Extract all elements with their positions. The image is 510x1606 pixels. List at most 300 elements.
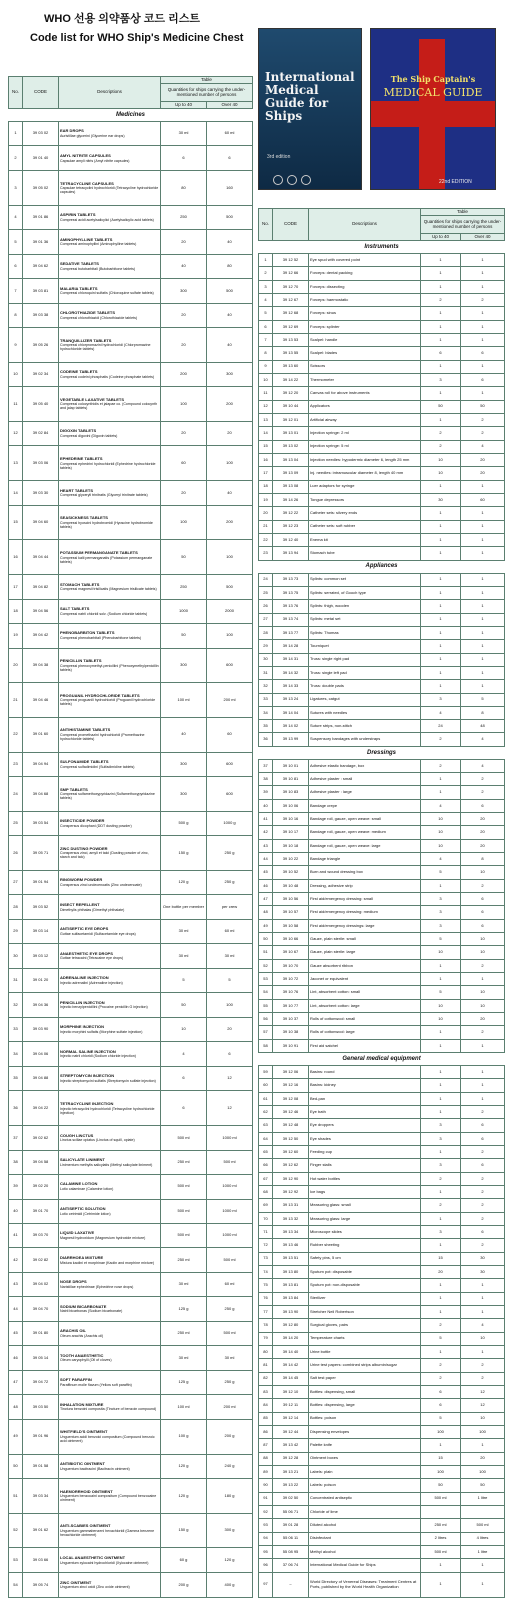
row-code: 39 10 81	[273, 773, 309, 786]
table-row	[9, 1572, 253, 1597]
row-code: 39 12 66	[273, 267, 309, 280]
row-number: 31	[259, 666, 273, 679]
row-code: 39 14 04	[273, 706, 309, 719]
row-number: 95	[259, 1545, 273, 1558]
row-number: 17	[259, 467, 273, 480]
qty-up-to-40: 1	[421, 1292, 461, 1305]
qty-up-to-40: 1	[421, 480, 461, 493]
qty-up-to-40: 1	[421, 1439, 461, 1452]
qty-up-to-40: 1	[421, 1185, 461, 1198]
row-number: 41	[9, 1224, 23, 1248]
row-description: Injection syringe: 5 ml	[309, 440, 421, 453]
qty-up-to-40: 1	[421, 879, 461, 892]
medicine-name: PENICILLIN TABLETS	[60, 658, 102, 664]
medicine-latin-name: Oleum caryophylli (Oil of cloves)	[60, 1358, 112, 1363]
qty-over-40: 20	[461, 813, 505, 826]
table-row	[259, 267, 505, 280]
medicine-name: TRANQUILLIZER TABLETS	[60, 337, 112, 343]
row-number: 30	[259, 653, 273, 666]
col-code: CODE	[273, 209, 309, 241]
qty-over-40: 12	[461, 1385, 505, 1398]
row-number: 92	[259, 1505, 273, 1518]
row-number: 17	[9, 575, 23, 599]
row-number: 44	[9, 1297, 23, 1321]
row-description: Dressing, adhesive strip	[309, 879, 421, 892]
row-description: Applicators	[309, 400, 421, 413]
row-number: 7	[9, 279, 23, 303]
row-number: 67	[259, 1172, 273, 1185]
row-number: 68	[259, 1185, 273, 1198]
row-code: 39 10 22	[273, 853, 309, 866]
qty-over-40: 180 g	[207, 1479, 253, 1514]
medicine-name: ANTI-SCABIES OINTMENT	[60, 1523, 111, 1529]
row-code: 39 12 80	[273, 1319, 309, 1332]
row-description: Concentrated antiseptic	[309, 1492, 421, 1505]
table-row	[259, 493, 505, 506]
medicine-latin-name: Compressi hyoscini hydrobromidi (Hyoscine hydrobromide tablets)	[60, 520, 153, 529]
qty-up-to-40: 1	[421, 1305, 461, 1318]
row-description	[59, 1175, 161, 1199]
qty-over-40: 40	[207, 328, 253, 363]
row-number: 29	[9, 919, 23, 943]
book-edition: 22nd EDITION	[439, 179, 472, 185]
qty-up-to-40: 20	[161, 421, 207, 445]
qty-up-to-40: 30 ml	[161, 919, 207, 943]
row-number: 79	[259, 1332, 273, 1345]
row-description: Ointment boxes	[309, 1452, 421, 1465]
row-description	[59, 230, 161, 254]
qty-over-40: 1	[461, 267, 505, 280]
row-number: 65	[259, 1146, 273, 1159]
qty-over-40: 2	[461, 1372, 505, 1385]
row-description	[59, 421, 161, 445]
qty-over-40: 1	[461, 653, 505, 666]
row-code: 39 10 67	[273, 946, 309, 959]
row-number: 1	[9, 122, 23, 146]
qty-over-40: 600	[207, 648, 253, 683]
qty-over-40: 1	[461, 547, 505, 560]
qty-over-40	[461, 1505, 505, 1518]
row-description	[59, 387, 161, 422]
table-row	[9, 752, 253, 776]
medicine-latin-name: Unguentum benzocaini compositum (Compound benzocaine ointment)	[60, 1494, 157, 1503]
table-row	[9, 836, 253, 871]
medicine-name: ANAESTHETIC EYE DROPS	[60, 950, 113, 956]
qty-over-40: 50	[461, 1479, 505, 1492]
row-number: 45	[9, 1321, 23, 1345]
row-number: 42	[9, 1248, 23, 1272]
qty-over-40: 48	[461, 720, 505, 733]
medicine-latin-name: Oleum arachis (Arachis oil)	[60, 1333, 104, 1338]
row-description: Truss: double pads	[309, 680, 421, 693]
row-description	[59, 944, 161, 968]
logo-icon	[273, 175, 283, 185]
table-row	[259, 1425, 505, 1438]
medicine-name: ZINC OINTMENT	[60, 1579, 92, 1585]
table-row	[9, 1321, 253, 1345]
table-row	[259, 280, 505, 293]
row-description: Safety pins, 5 cm	[309, 1252, 421, 1265]
medicine-latin-name: Compressi ephedrini hydrochloridi (Ephedrine hydrochloride tablets)	[60, 461, 156, 470]
row-code: 39 05 26	[23, 328, 59, 363]
row-description	[59, 895, 161, 919]
medicine-latin-name: Compressi proguanili hydrochloridi (Proguanil hydrochloride tablets)	[60, 698, 156, 707]
qty-up-to-40: 1	[421, 1345, 461, 1358]
table-row	[9, 1224, 253, 1248]
row-number: 9	[259, 360, 273, 373]
row-code: 39 13 94	[273, 547, 309, 560]
row-number: 25	[9, 811, 23, 835]
row-code: 39 03 54	[23, 811, 59, 835]
qty-up-to-40: 5	[421, 1412, 461, 1425]
row-description: Surgical gloves, pairs	[309, 1319, 421, 1332]
row-code: 39 03 52	[23, 895, 59, 919]
medicine-name: COUGH LINCTUS	[60, 1132, 94, 1138]
medicine-name: SOFT PARAFFIN	[60, 1377, 92, 1383]
table-row	[259, 1345, 505, 1358]
qty-up-to-40: 3	[421, 919, 461, 932]
qty-up-to-40: 2	[421, 427, 461, 440]
table-row	[259, 427, 505, 440]
table-row	[9, 1548, 253, 1572]
qty-over-40: 10	[461, 1412, 505, 1425]
row-description	[59, 1017, 161, 1041]
qty-up-to-40: 10	[421, 1013, 461, 1026]
row-description: Truss: single right pad	[309, 653, 421, 666]
medicine-latin-name: Dimethylis phthalas (Dimethyl phthalate)	[60, 907, 125, 912]
row-number: 4	[259, 293, 273, 306]
qty-up-to-40: 3	[421, 693, 461, 706]
qty-over-40: 1	[461, 613, 505, 626]
qty-up-to-40: 1	[421, 267, 461, 280]
table-row	[259, 307, 505, 320]
table-row	[259, 959, 505, 972]
medicine-name: POTASSIUM PERMANGANATE TABLETS	[60, 549, 138, 555]
table-row	[259, 1399, 505, 1412]
qty-up-to-40: 300	[161, 279, 207, 303]
qty-over-40: 500 ml	[207, 1321, 253, 1345]
row-code: 39 01 20	[23, 968, 59, 992]
table-row	[259, 839, 505, 852]
qty-up-to-40: 1	[421, 1146, 461, 1159]
qty-over-40: 1	[461, 680, 505, 693]
qty-up-to-40: 500 ml	[421, 1545, 461, 1558]
row-description: First aid/emergency dressing: small	[309, 893, 421, 906]
medicine-latin-name: Guttae tetracaini (Tetracaine eye drops)	[60, 956, 124, 961]
qty-up-to-40: 1	[421, 547, 461, 560]
medicine-name: CALAMINE LOTION	[60, 1181, 98, 1187]
qty-up-to-40: 500 g	[161, 811, 207, 835]
qty-up-to-40: 15	[421, 1452, 461, 1465]
qty-over-40: 2	[461, 1146, 505, 1159]
qty-over-40: 1000 g	[207, 811, 253, 835]
medicine-name: MALARIA TABLETS	[60, 285, 98, 291]
qty-over-40: 250 g	[207, 836, 253, 871]
medicine-latin-name: Injectio streptomycini sulfatis (Streptomycin sulfate injection)	[60, 1078, 156, 1083]
table-row	[259, 1132, 505, 1145]
medicine-latin-name: Unguentum acidi benzoici compositum (Compound benzoic acid ointment)	[60, 1435, 155, 1444]
row-description: Bottles: dispensing, large	[309, 1399, 421, 1412]
medicine-name: HEART TABLETS	[60, 487, 94, 493]
qty-over-40: 10	[461, 946, 505, 959]
table-row	[9, 599, 253, 623]
row-code: 39 12 01	[273, 413, 309, 426]
row-code: 39 01 70	[23, 1199, 59, 1223]
qty-over-40: 1	[461, 507, 505, 520]
row-description: Bandage roll, gauze, open weave: medium	[309, 826, 421, 839]
row-code: 39 04 68	[23, 777, 59, 812]
row-code: 39 14 28	[273, 640, 309, 653]
row-description: Labels: poison	[309, 1479, 421, 1492]
qty-over-40: 2000	[207, 599, 253, 623]
qty-over-40: 6	[461, 893, 505, 906]
qty-up-to-40: 50	[421, 1479, 461, 1492]
qty-over-40: 1	[461, 640, 505, 653]
row-description	[59, 328, 161, 363]
row-code: 39 13 77	[273, 626, 309, 639]
qty-up-to-40: 2	[421, 293, 461, 306]
qty-over-40: 12	[207, 1066, 253, 1090]
row-number: 90	[259, 1479, 273, 1492]
row-description: Catheter sets: soft rubber	[309, 520, 421, 533]
qty-up-to-40: 200 g	[161, 1572, 207, 1597]
row-number: 15	[259, 440, 273, 453]
row-number: 10	[259, 373, 273, 386]
row-code: 39 01 62	[23, 1513, 59, 1548]
row-number: 53	[259, 973, 273, 986]
qty-up-to-40: 250 ml	[161, 1321, 207, 1345]
row-number: 25	[259, 586, 273, 599]
qty-over-40: 1	[461, 1559, 505, 1572]
table-row	[259, 1146, 505, 1159]
qty-up-to-40: 30 ml	[161, 122, 207, 146]
qty-over-40: 10	[461, 866, 505, 879]
row-code: 39 10 66	[273, 933, 309, 946]
row-description: Eye bath	[309, 1106, 421, 1119]
row-code: 39 13 81	[273, 1279, 309, 1292]
qty-over-40: 10	[461, 1332, 505, 1345]
qty-over-40: 20	[461, 826, 505, 839]
row-code: 39 13 55	[273, 347, 309, 360]
row-description	[59, 279, 161, 303]
table-row	[259, 1545, 505, 1558]
table-row	[9, 1126, 253, 1150]
table-row	[259, 573, 505, 586]
table-row	[259, 626, 505, 639]
qty-up-to-40: 250 ml	[161, 1150, 207, 1174]
row-code: 39 13 51	[273, 1252, 309, 1265]
table-row	[9, 1346, 253, 1370]
qty-over-40: 30 ml	[207, 1346, 253, 1370]
col-up-to-40: Up to 40	[421, 234, 461, 241]
qty-up-to-40: 30 ml	[161, 1272, 207, 1296]
qty-over-40: 250 g	[207, 1297, 253, 1321]
row-description: Palette knife	[309, 1439, 421, 1452]
table-row	[9, 919, 253, 943]
row-code: 39 02 50	[273, 1492, 309, 1505]
row-number: 33	[259, 693, 273, 706]
row-code: 39 03 34	[23, 1479, 59, 1514]
table-row	[259, 440, 505, 453]
row-description: Lint, absorbent cotton: large	[309, 999, 421, 1012]
section-title: Medicines	[9, 109, 253, 122]
row-number: 73	[259, 1252, 273, 1265]
table-row	[259, 520, 505, 533]
page-title-korean: WHO 선용 의약품상 코드 리스트	[44, 13, 200, 25]
row-code: –	[273, 1572, 309, 1598]
row-description: Gauze, plain sterile: large	[309, 946, 421, 959]
row-description	[59, 919, 161, 943]
table-row	[259, 1519, 505, 1532]
qty-over-40: 1	[461, 387, 505, 400]
table-row	[9, 648, 253, 683]
medicine-name: SALT TABLETS	[60, 605, 90, 611]
table-row	[9, 1297, 253, 1321]
row-number: 21	[259, 520, 273, 533]
row-code: 39 02 62	[23, 1126, 59, 1150]
table-row	[9, 777, 253, 812]
row-number: 23	[9, 752, 23, 776]
row-description	[59, 1042, 161, 1066]
qty-over-40: 160	[207, 170, 253, 205]
qty-up-to-40: 120 g	[161, 1479, 207, 1514]
qty-over-40: 4 litres	[461, 1532, 505, 1545]
row-code: 39 04 44	[23, 540, 59, 575]
table-row	[259, 254, 505, 267]
table-row	[9, 1479, 253, 1514]
medicine-name: SEDATIVE TABLETS	[60, 261, 99, 267]
medicine-name: SEASICKNESS TABLETS	[60, 515, 108, 521]
qty-up-to-40: 3	[421, 1159, 461, 1172]
row-description: Urine test papers: combined strips albumin/sugar	[309, 1359, 421, 1372]
qty-over-40: 100	[207, 624, 253, 648]
qty-over-40: 12	[461, 1399, 505, 1412]
medicine-name: RINGWORM POWDER	[60, 877, 103, 883]
qty-up-to-40: 3	[421, 1225, 461, 1238]
qty-over-40: 60 ml	[207, 122, 253, 146]
medicine-name: INSECT REPELLENT	[60, 901, 100, 907]
medicine-latin-name: Conspersus zinci undecenoatis (Zinc undecenoate)	[60, 883, 142, 888]
table-row	[259, 893, 505, 906]
col-code: CODE	[23, 77, 59, 109]
row-code: 39 01 80	[23, 1321, 59, 1345]
qty-over-40: 200 ml	[207, 1395, 253, 1419]
row-description: Injection needles: hypodermic diameter 6, length 25 mm	[309, 453, 421, 466]
table-row	[259, 759, 505, 772]
table-row	[259, 360, 505, 373]
col-table: Table	[161, 77, 253, 84]
row-code: 39 13 60	[273, 360, 309, 373]
medicine-latin-name: Conspersus dicophani (DDT dusting powder)	[60, 823, 132, 828]
medicine-latin-name: Compressi chlorothiazidi (Chlorothiazide tablets)	[60, 315, 138, 320]
row-number: 3	[9, 170, 23, 205]
qty-up-to-40: 1	[421, 360, 461, 373]
row-number: 50	[259, 933, 273, 946]
row-code: 39 12 50	[273, 1132, 309, 1145]
row-number: 45	[259, 866, 273, 879]
qty-up-to-40: 1	[421, 1279, 461, 1292]
qty-over-40: 10	[461, 999, 505, 1012]
medicine-name: ANTISEPTIC EYE DROPS	[60, 926, 109, 932]
book-subtitle: 3rd edition	[267, 154, 291, 160]
table-row	[259, 986, 505, 999]
qty-over-40: 500 ml	[461, 1519, 505, 1532]
row-code: 39 02 82	[23, 1248, 59, 1272]
table-row	[9, 254, 253, 278]
qty-up-to-40: 1	[421, 640, 461, 653]
row-number: 41	[259, 813, 273, 826]
row-description: Measuring glass: small	[309, 1199, 421, 1212]
row-description: Splints: Thomas	[309, 626, 421, 639]
row-description: Luer adaptors for syringe	[309, 480, 421, 493]
row-number: 43	[259, 839, 273, 852]
row-description: Splints: thigh, wooden	[309, 600, 421, 613]
table-row	[9, 328, 253, 363]
medicine-latin-name: Injectio tetracyclini hydrochloridi (Tetracycline hydrochloride injection)	[60, 1106, 155, 1115]
row-code: 39 12 62	[273, 1159, 309, 1172]
row-code: 39 12 16	[273, 1079, 309, 1092]
qty-over-40: 20	[461, 1013, 505, 1026]
medicine-latin-name: Natrii bicarbonas (Sodium bicarbonate)	[60, 1309, 123, 1314]
row-code: 39 01 60	[23, 717, 59, 752]
medicine-name: ANTIHISTAMINE TABLETS	[60, 727, 111, 733]
row-description	[59, 599, 161, 623]
qty-over-40: 500	[207, 279, 253, 303]
row-code: 39 13 09	[273, 467, 309, 480]
qty-over-40: 60	[207, 717, 253, 752]
row-code: 39 12 48	[273, 1119, 309, 1132]
qty-over-40: 300	[207, 362, 253, 386]
row-description	[59, 1321, 161, 1345]
row-code: 39 10 37	[273, 1013, 309, 1026]
row-number: 36	[9, 1091, 23, 1126]
table-row	[259, 933, 505, 946]
section-title: Dressings	[259, 746, 505, 759]
row-description: Injection syringe: 2 ml	[309, 427, 421, 440]
section-title: Instruments	[259, 241, 505, 254]
row-code: 39 12 10	[273, 1385, 309, 1398]
row-number: 86	[259, 1425, 273, 1438]
qty-up-to-40: 1	[421, 586, 461, 599]
table-row	[9, 421, 253, 445]
table-row	[9, 1199, 253, 1223]
table-row	[9, 1370, 253, 1394]
row-code: 39 04 46	[23, 683, 59, 718]
row-code: 39 12 52	[273, 254, 309, 267]
qty-over-40: 100	[207, 540, 253, 575]
row-number: 22	[259, 533, 273, 546]
qty-up-to-40: 500 ml	[161, 1126, 207, 1150]
table-row	[259, 786, 505, 799]
table-row	[259, 706, 505, 719]
qty-over-40: 2	[461, 427, 505, 440]
medicine-latin-name: Capsulae tetracyclini hydrochloridi (Tetracycline hydrochloride capsules)	[60, 186, 159, 195]
row-number: 31	[9, 968, 23, 992]
row-number: 46	[9, 1346, 23, 1370]
qty-over-40: 300 g	[207, 1513, 253, 1548]
row-description	[59, 1419, 161, 1454]
col-descriptions: Descriptions	[309, 209, 421, 241]
row-description: Gauze absorbent ribbon	[309, 959, 421, 972]
table-row	[259, 1492, 505, 1505]
table-row	[9, 1175, 253, 1199]
row-number: 29	[259, 640, 273, 653]
qty-over-40: 10	[461, 986, 505, 999]
qty-up-to-40: 5	[161, 968, 207, 992]
logo-icon	[287, 175, 297, 185]
qty-up-to-40: 60 g	[161, 1548, 207, 1572]
medicine-name: PENICILLIN INJECTION	[60, 999, 105, 1005]
